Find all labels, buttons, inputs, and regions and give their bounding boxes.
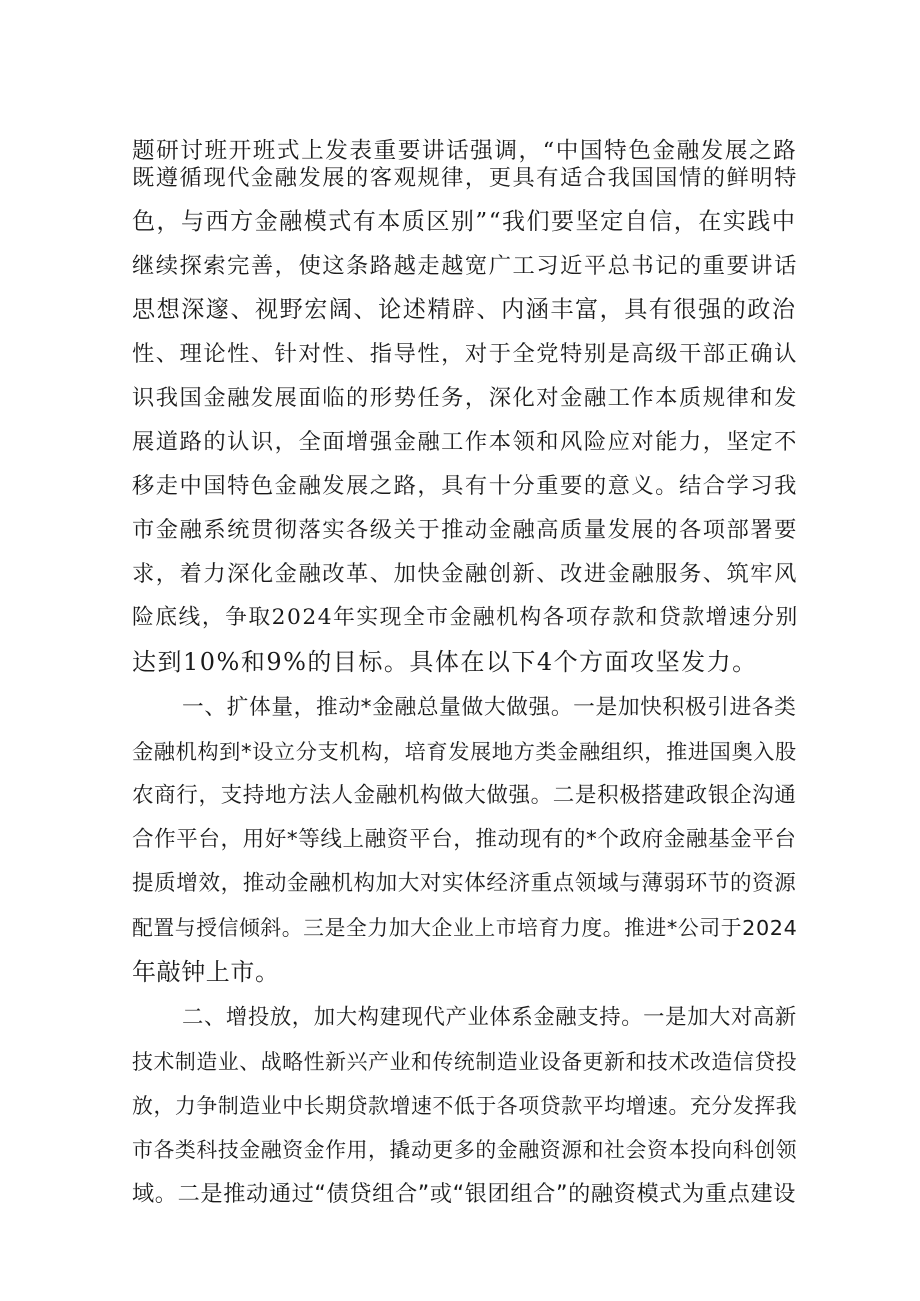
- text-line: 性、理论性、针对性、指导性，对于全党特别是高级干部正确认: [132, 341, 798, 367]
- text-line: 继续探索完善，使这条路越走越宽广工习近平总书记的重要讲话: [132, 253, 798, 279]
- text-line: 农商行，支持地方法人金融机构做大做强。二是积极搭建政银企沟通: [132, 783, 797, 808]
- text-line: 金融机构到*设立分支机构，培育发展地方类金融组织，推进国奥入股: [132, 739, 797, 764]
- section-heading-line: 二、增投放，加大构建现代产业体系金融支持。一是加大对高新: [182, 1005, 797, 1030]
- text-line: 技术制造业、战略性新兴产业和传统制造业设备更新和技术改造信贷投: [132, 1050, 798, 1074]
- text-line: 求，着力深化金融改革、加快金融创新、改进金融服务、筑牢风: [132, 561, 798, 587]
- text-line: 色，与西方金融模式有本质区别”“我们要坚定自信，在实践中: [132, 209, 797, 235]
- text-line: 市金融系统贯彻落实各级关于推动金融高质量发展的各项部署要: [132, 517, 798, 543]
- text-line: 题研讨班开班式上发表重要讲话强调，“中国特色金融发展之路: [132, 138, 798, 164]
- text-line: 移走中国特色金融发展之路，具有十分重要的意义。结合学习我: [132, 473, 798, 499]
- text-line: 识我国金融发展面临的形势任务，深化对金融工作本质规律和发: [132, 385, 798, 411]
- text-line: 达到10%和9%的目标。具体在以下4个方面攻坚发力。: [132, 648, 758, 676]
- text-line: 配置与授信倾斜。三是全力加大企业上市培育力度。推进*公司于2024: [132, 916, 798, 940]
- text-line: 提质增效，推动金融机构加大对实体经济重点领域与薄弱环节的资源: [132, 871, 797, 896]
- text-line: 展道路的认识，全面增强金融工作本领和风险应对能力，坚定不: [132, 429, 798, 455]
- text-line: 市各类科技金融资金作用，撬动更多的金融资源和社会资本投向科创领: [132, 1138, 798, 1162]
- text-line: 域。二是推动通过“债贷组合”或“银团组合”的融资模式为重点建设: [132, 1181, 797, 1207]
- text-line: 既遵循现代金融发展的客观规律，更具有适合我国国情的鲜明特: [132, 165, 798, 191]
- text-line: 年敲钟上市。: [132, 958, 280, 986]
- text-line: 放，力争制造业中长期贷款增速不低于各项贷款平均增速。充分发挥我: [132, 1094, 798, 1118]
- text-line: 险底线，争取2024年实现全市金融机构各项存款和贷款增速分别: [132, 605, 799, 630]
- section-heading-line: 一、扩体量，推动*金融总量做大做强。一是加快积极引进各类: [182, 695, 797, 720]
- text-line: 合作平台，用好*等线上融资平台，推动现有的*个政府金融基金平台: [132, 827, 797, 852]
- text-line: 思想深邃、视野宏阔、论述精辟、内涵丰富，具有很强的政治: [132, 297, 797, 323]
